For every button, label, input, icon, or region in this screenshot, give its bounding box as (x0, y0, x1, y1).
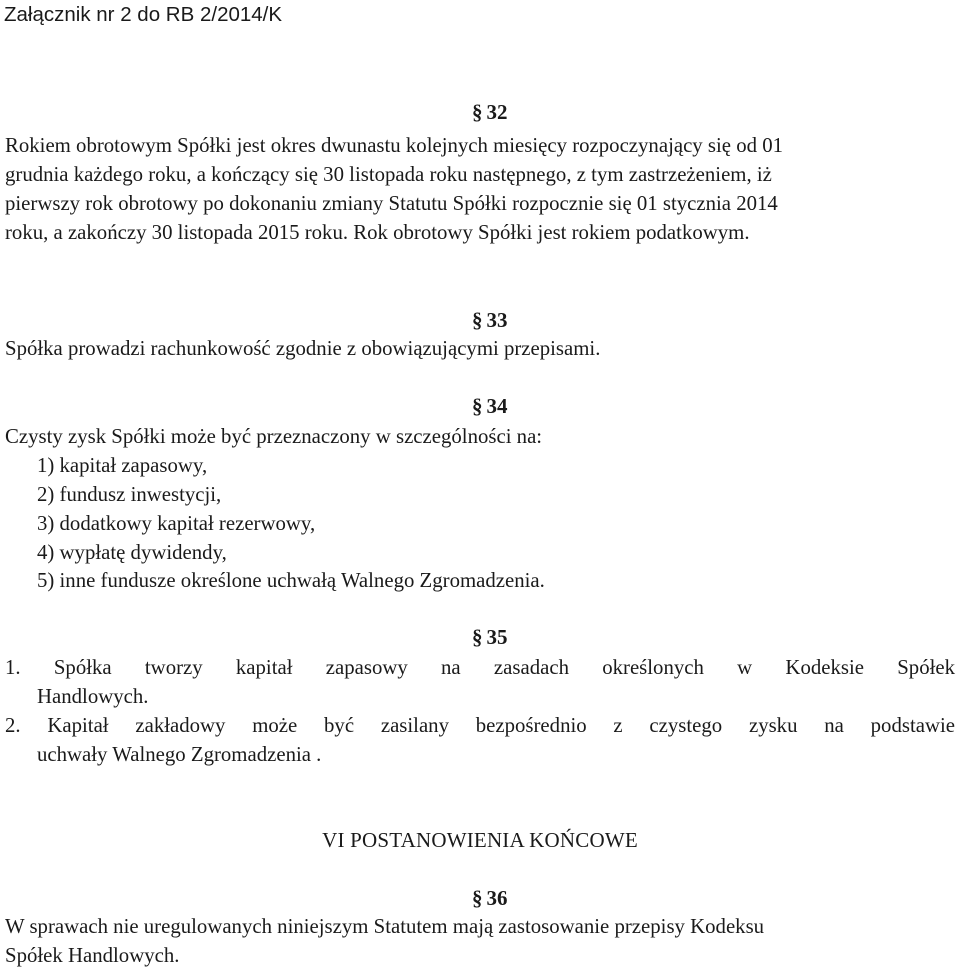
section-35-point-2-line-1: 2. Kapitał zakładowy może być zasilany bezpośrednio z czystego zysku na podstawie (5, 714, 955, 737)
section-35-point-2-line-2: uchwały Walnego Zgromadzenia . (37, 743, 322, 766)
section-sign: § (472, 625, 483, 649)
section-36-heading (472, 885, 508, 911)
list-item: 5) inne fundusze określone uchwałą Walnego Zgromadzenia. (37, 569, 545, 592)
list-item: 4) wypłatę dywidendy, (37, 541, 227, 564)
section-34-intro: Czysty zysk Spółki może być przeznaczony w szczególności na: (5, 425, 543, 448)
section-32-line-3: pierwszy rok obrotowy po dokonaniu zmiany Statutu Spółki rozpocznie się 01 stycznia 2014 (5, 192, 778, 215)
section-number: 36 (486, 886, 508, 910)
section-number: 32 (486, 100, 508, 124)
section-sign: § (472, 100, 483, 124)
section-36-line-2: Spółek Handlowych. (5, 944, 180, 967)
section-sign: § (472, 886, 483, 910)
section-36-line-1: W sprawach nie uregulowanych niniejszym Statutem mają zastosowanie przepisy Kodeksu (5, 915, 765, 938)
list-item: 2) fundusz inwestycji, (37, 483, 222, 506)
list-item: 3) dodatkowy kapitał rezerwowy, (37, 512, 316, 535)
section-sign: § (472, 308, 483, 332)
section-35-point-1-line-1: 1. Spółka tworzy kapitał zapasowy na zasadach określonych w Kodeksie Spółek (5, 656, 955, 679)
section-32-line-1: Rokiem obrotowym Spółki jest okres dwunastu kolejnych miesięcy rozpoczynający się od 01 (5, 134, 783, 157)
section-number: 33 (486, 308, 508, 332)
section-33-heading (472, 307, 508, 333)
section-32-line-4: roku, a zakończy 30 listopada 2015 roku. Rok obrotowy Spółki jest rokiem podatkowym. (5, 221, 750, 244)
list-item: 1) kapitał zapasowy, (37, 454, 208, 477)
attachment-header: Załącznik nr 2 do RB 2/2014/K (4, 3, 283, 26)
section-35-point-1-line-2: Handlowych. (37, 685, 149, 708)
section-35-heading (472, 624, 508, 650)
section-32-heading (472, 99, 508, 125)
section-34-heading (472, 393, 508, 419)
section-number: 34 (486, 394, 508, 418)
section-number: 35 (486, 625, 508, 649)
section-33-text: Spółka prowadzi rachunkowość zgodnie z obowiązującymi przepisami. (5, 337, 601, 360)
chapter-title: VI POSTANOWIENIA KOŃCOWE (322, 828, 638, 852)
section-sign: § (472, 394, 483, 418)
section-32-line-2: grudnia każdego roku, a kończący się 30 listopada roku następnego, z tym zastrzeżeniem, iż (5, 163, 772, 186)
